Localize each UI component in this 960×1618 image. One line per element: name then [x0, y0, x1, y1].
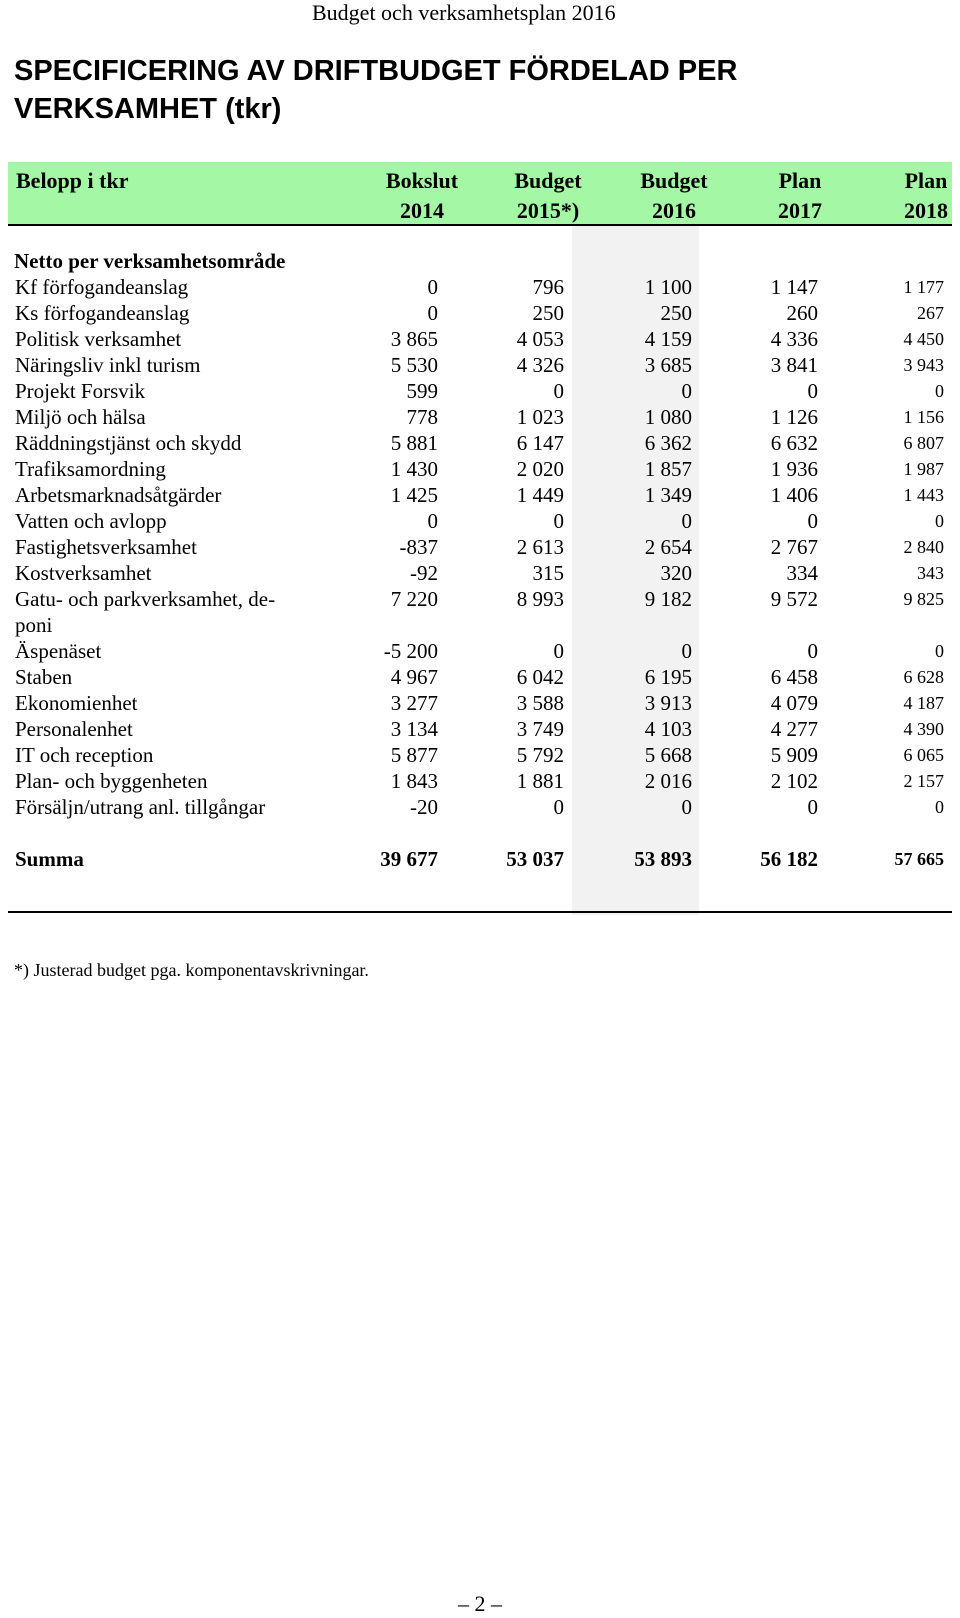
cell-2016: 9 182 — [644, 587, 692, 611]
row-label: Projekt Forsvik — [15, 379, 146, 403]
cell-2018: 0 — [935, 511, 944, 531]
cell-2016: 0 — [681, 509, 692, 533]
row-label: Fastighetsverksamhet — [15, 535, 197, 559]
cell-2018: 1 987 — [903, 459, 944, 479]
total-row — [0, 846, 960, 872]
cell-2015: 796 — [532, 275, 564, 299]
cell-2014: 5 881 — [390, 431, 438, 455]
table-row — [0, 638, 960, 664]
cell-2016: 3 913 — [644, 691, 692, 715]
cell-2018: 2 840 — [903, 537, 944, 557]
cell-2017: 1 126 — [770, 405, 818, 429]
row-label: Äspenäset — [15, 639, 102, 663]
table-row — [0, 300, 960, 326]
table-row — [0, 508, 960, 534]
cell-2014: 1 425 — [390, 483, 438, 507]
table-row — [0, 664, 960, 690]
cell-2018: 4 390 — [903, 719, 944, 739]
row-label: Ekonomienhet — [15, 691, 138, 715]
column-header-top: Plan — [778, 168, 822, 193]
cell-2015: 6 042 — [516, 665, 564, 689]
row-label: poni — [15, 613, 53, 637]
cell-2016: 6 362 — [644, 431, 692, 455]
table-row — [0, 274, 960, 300]
cell-2016: 2 016 — [644, 769, 692, 793]
cell-2014: 599 — [406, 379, 438, 403]
cell-2018: 6 065 — [903, 745, 944, 765]
cell-2018: 2 157 — [903, 771, 944, 791]
cell-2017: 0 — [807, 509, 818, 533]
cell-2014: 5 530 — [390, 353, 438, 377]
cell-2015: 0 — [553, 509, 564, 533]
column-header-top: Plan — [904, 168, 948, 193]
row-label: Arbetsmarknadsåtgärder — [15, 483, 222, 507]
column-header-budget-2016 — [614, 166, 734, 226]
cell-2017: 334 — [786, 561, 818, 585]
cell-2016: 0 — [681, 639, 692, 663]
total-2014: 39 677 — [380, 847, 438, 871]
row-label: Vatten och avlopp — [15, 509, 167, 533]
cell-2014: 3 134 — [390, 717, 438, 741]
cell-2017: 2 102 — [770, 769, 818, 793]
cell-2014: -20 — [410, 795, 438, 819]
cell-2015: 4 053 — [516, 327, 564, 351]
table-row — [0, 430, 960, 456]
cell-2017: 6 632 — [770, 431, 818, 455]
cell-2015: 2 613 — [516, 535, 564, 559]
cell-2016: 0 — [681, 795, 692, 819]
cell-2017: 0 — [807, 639, 818, 663]
row-label: Räddningstjänst och skydd — [15, 431, 242, 455]
table-row — [0, 482, 960, 508]
table-row — [0, 560, 960, 586]
cell-2015: 2 020 — [516, 457, 564, 481]
cell-2015: 3 749 — [516, 717, 564, 741]
cell-2015: 5 792 — [516, 743, 564, 767]
cell-2016: 1 100 — [644, 275, 692, 299]
cell-2015: 0 — [553, 795, 564, 819]
total-2016: 53 893 — [634, 847, 692, 871]
label-column-header: Belopp i tkr — [16, 168, 129, 193]
column-header-bottom: 2014 — [400, 198, 444, 223]
cell-2016: 320 — [660, 561, 692, 585]
table-row — [0, 456, 960, 482]
cell-2014: 1 430 — [390, 457, 438, 481]
row-label: Försäljn/utrang anl. tillgångar — [15, 795, 266, 819]
table-row — [0, 768, 960, 794]
cell-2018: 1 156 — [903, 407, 944, 427]
cell-2018: 1 443 — [903, 485, 944, 505]
cell-2016: 5 668 — [644, 743, 692, 767]
cell-2017: 9 572 — [770, 587, 818, 611]
total-2015: 53 037 — [506, 847, 564, 871]
cell-2015: 250 — [532, 301, 564, 325]
cell-2018: 0 — [935, 381, 944, 401]
cell-2015: 8 993 — [516, 587, 564, 611]
cell-2016: 1 080 — [644, 405, 692, 429]
cell-2018: 1 177 — [903, 277, 944, 297]
row-label: Näringsliv inkl turism — [15, 353, 201, 377]
table-row — [0, 690, 960, 716]
row-label: Gatu- och parkverksamhet, de- — [15, 587, 276, 611]
total-2017: 56 182 — [760, 847, 818, 871]
cell-2015: 1 023 — [516, 405, 564, 429]
page-title-line-1: SPECIFICERING AV DRIFTBUDGET FÖRDELAD PER — [14, 55, 738, 87]
cell-2018: 6 628 — [903, 667, 944, 687]
cell-2014: 5 877 — [390, 743, 438, 767]
section-heading: Netto per verksamhetsområde — [14, 249, 286, 273]
cell-2017: 2 767 — [770, 535, 818, 559]
cell-2014: 0 — [427, 301, 438, 325]
column-header-plan-2018 — [866, 166, 960, 226]
page-number: – 2 – — [458, 1591, 502, 1616]
table-row — [0, 586, 960, 612]
cell-2014: 3 277 — [390, 691, 438, 715]
row-label: Politisk verksamhet — [15, 327, 182, 351]
cell-2014: -837 — [399, 535, 438, 559]
cell-2014: 0 — [427, 509, 438, 533]
footnote: *) Justerad budget pga. komponentavskrivningar. — [14, 960, 369, 980]
cell-2016: 0 — [681, 379, 692, 403]
cell-2016: 1 349 — [644, 483, 692, 507]
column-header-top: Bokslut — [385, 168, 459, 193]
column-header-plan-2017 — [740, 166, 860, 226]
table-bottom-rule — [8, 911, 952, 913]
cell-2016: 2 654 — [644, 535, 692, 559]
cell-2015: 0 — [553, 639, 564, 663]
cell-2015: 4 326 — [516, 353, 564, 377]
cell-2016: 250 — [660, 301, 692, 325]
row-label: Personalenhet — [15, 717, 133, 741]
cell-2017: 0 — [807, 795, 818, 819]
row-label: Plan- och byggenheten — [15, 769, 208, 793]
cell-2014: 3 865 — [390, 327, 438, 351]
running-header: Budget och verksamhetsplan 2016 — [312, 0, 616, 25]
cell-2017: 4 277 — [770, 717, 818, 741]
cell-2015: 6 147 — [516, 431, 564, 455]
table-row — [0, 716, 960, 742]
cell-2018: 6 807 — [903, 433, 944, 453]
cell-2014: 778 — [406, 405, 438, 429]
table-row — [0, 612, 960, 638]
cell-2015: 315 — [532, 561, 564, 585]
total-2018: 57 665 — [894, 849, 944, 869]
cell-2018: 3 943 — [903, 355, 944, 375]
cell-2017: 260 — [786, 301, 818, 325]
table-row — [0, 742, 960, 768]
table-header — [8, 162, 952, 226]
page-title — [14, 52, 737, 128]
cell-2018: 0 — [935, 641, 944, 661]
cell-2014: 1 843 — [390, 769, 438, 793]
column-header-top: Budget — [640, 168, 708, 193]
row-label: Trafiksamordning — [15, 457, 166, 481]
cell-2017: 6 458 — [770, 665, 818, 689]
page-title-line-2: VERKSAMHET (tkr) — [14, 93, 282, 125]
cell-2017: 1 147 — [770, 275, 818, 299]
cell-2014: 4 967 — [390, 665, 438, 689]
column-header-bottom: 2016 — [652, 198, 696, 223]
row-label: Kf förfogandeanslag — [15, 275, 189, 299]
table-row — [0, 404, 960, 430]
cell-2017: 1 936 — [770, 457, 818, 481]
column-header-bottom: 2017 — [778, 198, 822, 223]
cell-2014: 7 220 — [390, 587, 438, 611]
column-header-budget-2015 — [488, 166, 608, 226]
cell-2018: 0 — [935, 797, 944, 817]
cell-2016: 6 195 — [644, 665, 692, 689]
cell-2016: 1 857 — [644, 457, 692, 481]
row-label: Miljö och hälsa — [15, 405, 146, 429]
total-label: Summa — [15, 847, 84, 871]
cell-2017: 5 909 — [770, 743, 818, 767]
cell-2017: 0 — [807, 379, 818, 403]
column-header-bokslut-2014 — [362, 166, 482, 226]
cell-2018: 343 — [917, 563, 944, 583]
cell-2015: 3 588 — [516, 691, 564, 715]
cell-2014: 0 — [427, 275, 438, 299]
cell-2018: 267 — [917, 303, 944, 323]
cell-2018: 4 187 — [903, 693, 944, 713]
column-header-bottom: 2018 — [904, 198, 948, 223]
cell-2014: -5 200 — [383, 639, 438, 663]
cell-2015: 1 449 — [516, 483, 564, 507]
cell-2016: 4 159 — [644, 327, 692, 351]
table-row — [0, 326, 960, 352]
column-header-top: Budget — [514, 168, 582, 193]
row-label: Staben — [15, 665, 73, 689]
table-row — [0, 378, 960, 404]
cell-2016: 4 103 — [644, 717, 692, 741]
cell-2017: 4 079 — [770, 691, 818, 715]
table-row — [0, 534, 960, 560]
cell-2016: 3 685 — [644, 353, 692, 377]
cell-2015: 0 — [553, 379, 564, 403]
table-row — [0, 794, 960, 820]
cell-2018: 4 450 — [903, 329, 944, 349]
table-row — [0, 352, 960, 378]
cell-2015: 1 881 — [516, 769, 564, 793]
cell-2014: -92 — [410, 561, 438, 585]
cell-2017: 4 336 — [770, 327, 818, 351]
row-label: IT och reception — [15, 743, 154, 767]
cell-2017: 1 406 — [770, 483, 818, 507]
row-label: Ks förfogandeanslag — [15, 301, 190, 325]
cell-2018: 9 825 — [903, 589, 944, 609]
column-header-bottom: 2015*) — [516, 198, 580, 223]
cell-2017: 3 841 — [770, 353, 818, 377]
row-label: Kostverksamhet — [15, 561, 152, 585]
